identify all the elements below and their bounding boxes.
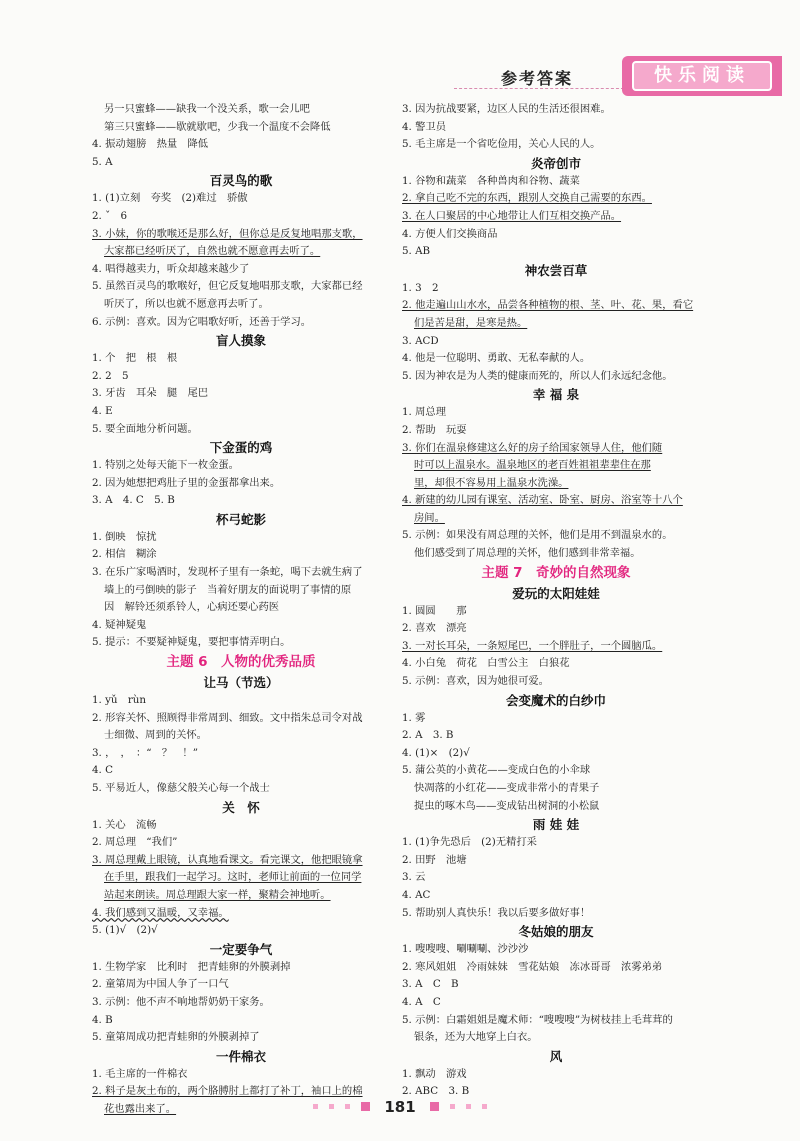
answer-column-right xyxy=(402,101,710,1101)
section-title: 雨 娃 娃 xyxy=(532,817,580,833)
answer-text: 快凋落的小红花——变成非常小的青果子 xyxy=(414,782,600,794)
answer-text: 4. 方便人们交换商品 xyxy=(402,227,498,240)
answer-line xyxy=(92,136,390,154)
answer-line xyxy=(402,101,710,119)
footer-dot xyxy=(361,1102,370,1111)
answer-text: 2. 他走遍山山水水，品尝各种植物的根、茎、叶、花、果，看它 xyxy=(402,299,694,312)
answer-line xyxy=(92,208,390,226)
answer-line xyxy=(402,798,710,816)
answer-text: 3. 示例：他不声不响地帮奶奶干家务。 xyxy=(92,995,270,1008)
answer-line xyxy=(402,834,710,852)
answer-line xyxy=(92,296,390,314)
answer-text: 5. 平易近人，像慈父般关心每一个战士 xyxy=(92,782,270,794)
answer-line xyxy=(92,634,390,652)
answer-line xyxy=(92,582,390,600)
section-title: 杯弓蛇影 xyxy=(215,511,266,527)
answer-text: 站起来朗读。周总理跟大家一样，聚精会神地听。 xyxy=(104,888,331,901)
answer-line xyxy=(402,333,710,351)
answer-line xyxy=(92,852,390,870)
answer-text: 3. 你们在温泉修建这么好的房子给国家领导人住，他们随 xyxy=(402,441,663,454)
answer-line xyxy=(402,545,710,563)
answer-text: 3. 周总理戴上眼镜，认真地看课文。看完课文，他把眼镜拿 xyxy=(92,853,363,866)
answer-text: 5. AB xyxy=(402,245,431,258)
answer-line xyxy=(402,527,710,545)
answer-line xyxy=(402,1066,710,1084)
section-title: 幸 福 泉 xyxy=(532,387,580,403)
answer-line xyxy=(402,173,710,191)
answer-text: 4. AC xyxy=(402,888,431,901)
theme-heading: 主题 6 人物的优秀品质 xyxy=(166,654,316,671)
answer-line xyxy=(402,638,710,656)
footer-dot xyxy=(466,1104,471,1109)
answer-line xyxy=(402,994,710,1012)
answer-text: 6. 示例：喜欢。因为它唱歌好听，还善于学习。 xyxy=(92,315,312,328)
answer-text: 1. 生物学家 比利时 把青蛙卵的外膜剥掉 xyxy=(92,960,291,973)
answer-text: 5. 因为神农是为人类的健康而死的，所以人们永远纪念他。 xyxy=(402,369,673,382)
answer-line xyxy=(402,510,710,528)
section-title: 关 怀 xyxy=(222,799,260,815)
theme-heading: 主题 7 奇妙的自然现象 xyxy=(481,564,631,581)
answer-text: 3. 在人口聚居的中心地带让人们互相交换产品。 xyxy=(402,209,622,222)
header-badge: 快乐阅读 xyxy=(632,61,772,91)
answer-text: 们是苦是甜，是寒是热。 xyxy=(414,316,528,329)
answer-text: 1. (1)争先恐后 (2)无精打采 xyxy=(402,836,537,849)
answer-line xyxy=(92,617,390,635)
answer-text: 5. 要全面地分析问题。 xyxy=(92,422,198,435)
answer-line xyxy=(402,243,710,261)
answer-text: 士细微、周到的关怀。 xyxy=(104,729,207,742)
answer-line xyxy=(92,780,390,798)
answer-text: 2. 形容关怀、照顾得非常周到、细致。文中指朱总司令对战 xyxy=(92,711,363,724)
answer-line xyxy=(92,959,390,977)
answer-text: 5. 示例：如果没有周总理的关怀，他们是用不到温泉水的。 xyxy=(402,529,673,542)
answer-text: 2. 拿自己吃不完的东西，跟别人交换自己需要的东西。 xyxy=(402,192,652,205)
section-title: 百灵鸟的歌 xyxy=(209,173,273,189)
answer-line xyxy=(92,817,390,835)
answer-line xyxy=(402,1012,710,1030)
answer-line xyxy=(92,546,390,564)
answer-line xyxy=(92,119,390,137)
answer-line xyxy=(402,297,710,315)
answer-line xyxy=(92,314,390,332)
answer-line xyxy=(402,710,710,728)
answer-text: 2. 帮助 玩耍 xyxy=(402,423,467,436)
answer-line xyxy=(92,762,390,780)
answer-line xyxy=(402,852,710,870)
answer-text: 花也露出来了。 xyxy=(104,1102,177,1115)
answer-text: 2. 寒风姐姐 冷雨妹妹 雪花姑娘 冻冰哥哥 浓雾弟弟 xyxy=(402,960,663,973)
answer-line xyxy=(92,101,390,119)
answer-text: 另一只蜜蜂——缺我一个没关系，歌一会儿吧 xyxy=(104,103,310,115)
answer-line xyxy=(402,887,710,905)
answer-line xyxy=(402,762,710,780)
answer-text: 1. 飘动 游戏 xyxy=(402,1067,467,1080)
answer-text: 3. 小妹，你的歌喉还是那么好，但你总是反复地唱那支歌， xyxy=(92,227,363,240)
answer-line xyxy=(92,1012,390,1030)
answer-line xyxy=(92,710,390,728)
answer-text: 1. 个 把 根 根 xyxy=(92,352,178,365)
answer-text: 因 解铃还须系铃人，心病还要心药医 xyxy=(104,601,280,614)
header-divider xyxy=(454,88,624,89)
answer-line xyxy=(402,745,710,763)
answer-line xyxy=(402,727,710,745)
answer-line xyxy=(92,261,390,279)
answer-text: 2. 田野 池塘 xyxy=(402,853,467,866)
answer-text: 2. 2 5 xyxy=(92,369,129,382)
answer-line xyxy=(92,727,390,745)
answer-line xyxy=(92,154,390,172)
answer-text: 捉虫的啄木鸟——变成钻出树洞的小松鼠 xyxy=(414,799,600,812)
answer-text: 2. 因为她想把鸡肚子里的金蛋都拿出来。 xyxy=(92,476,281,489)
section-title: 冬姑娘的朋友 xyxy=(518,924,594,940)
answer-line xyxy=(402,280,710,298)
answer-text: 2. A 3. B xyxy=(402,729,454,742)
answer-text: 4. 警卫员 xyxy=(402,120,446,133)
answer-text: 4. B xyxy=(92,1013,113,1026)
footer-dot xyxy=(329,1104,334,1109)
answer-text: 5. 提示：不要疑神疑鬼，要把事情弄明白。 xyxy=(92,636,291,649)
answer-line xyxy=(92,475,390,493)
answer-line xyxy=(92,243,390,261)
answer-line xyxy=(92,745,390,763)
answer-text: 5. 毛主席是一个省吃俭用，关心人民的人。 xyxy=(402,138,601,151)
section-title: 风 xyxy=(549,1048,563,1064)
answer-text: 听厌了，所以也就不愿意再去听了。 xyxy=(104,297,269,310)
answer-line xyxy=(92,976,390,994)
answer-text: 5. 童第周成功把青蛙卵的外膜剥掉了 xyxy=(92,1031,260,1044)
answer-line xyxy=(92,869,390,887)
answer-text: 5. (1)√ (2)√ xyxy=(92,924,158,937)
answer-text: 3. ACD xyxy=(402,334,439,347)
answer-text: 4. C xyxy=(92,764,113,777)
answer-text: 4. 小白兔 荷花 白雪公主 白狼花 xyxy=(402,657,570,670)
footer-dot xyxy=(345,1104,350,1109)
answer-text: 里，却很不容易用上温泉水洗澡。 xyxy=(414,476,569,489)
answer-line xyxy=(92,385,390,403)
answer-line xyxy=(402,673,710,691)
answer-text: 4. 疑神疑鬼 xyxy=(92,618,147,631)
answer-line xyxy=(402,136,710,154)
answer-text: 3. 牙齿 耳朵 腿 尾巴 xyxy=(92,387,209,400)
answer-text: 3. 因为抗战要紧，边区人民的生活还很困难。 xyxy=(402,103,611,115)
section-title: 爱玩的太阳娃娃 xyxy=(512,585,600,601)
answer-line xyxy=(402,475,710,493)
answer-text: 1. 毛主席的一件棉衣 xyxy=(92,1067,188,1080)
answer-text: 第三只蜜蜂——歇就歇吧，少我一个温度不会降低 xyxy=(104,120,331,133)
answer-line xyxy=(92,994,390,1012)
answer-line xyxy=(92,599,390,617)
answer-text: 2. ˇ 6 xyxy=(92,209,128,222)
footer-dot xyxy=(450,1104,455,1109)
answer-line xyxy=(402,959,710,977)
page-footer xyxy=(0,1096,800,1116)
answer-text: 5. 虽然百灵鸟的歌喉好，但它反复地唱那支歌，大家都已经 xyxy=(92,280,363,293)
answer-text: 2. 料子是灰土布的，两个胳膊肘上都打了补丁，袖口上的棉 xyxy=(92,1085,363,1098)
section-title: 盲人摸象 xyxy=(215,333,266,349)
footer-dot xyxy=(313,1104,318,1109)
answer-text: 4. A C xyxy=(402,995,441,1008)
answer-line xyxy=(92,403,390,421)
answer-line xyxy=(402,620,710,638)
answer-text: 4. 他是一位聪明、勇敢、无私奉献的人。 xyxy=(402,352,591,365)
answer-text: 1. 谷物和蔬菜 各种兽肉和谷物、蔬菜 xyxy=(402,174,580,187)
answer-text: 2. ABC 3. B xyxy=(402,1085,470,1098)
answer-line xyxy=(92,922,390,940)
answer-text: 1. 特别之处每天能下一枚金蛋。 xyxy=(92,459,239,472)
answer-line xyxy=(92,492,390,510)
answer-text: 3. 在乐广家喝酒时，发现杯子里有一条蛇，喝下去就生病了 xyxy=(92,566,363,579)
answer-text: 1. 周总理 xyxy=(402,406,446,419)
page-header-title: 参考答案 xyxy=(500,69,573,88)
page-number: 181 xyxy=(384,1097,416,1116)
answer-line xyxy=(92,368,390,386)
answer-line xyxy=(402,422,710,440)
answer-text: 5. 帮助别人真快乐！我以后要多做好事！ xyxy=(402,906,591,919)
answer-text: 墙上的弓倒映的影子 当着好朋友的面说明了事情的原 xyxy=(104,583,352,596)
answer-text: 2. 相信 糊涂 xyxy=(92,548,157,561)
answer-line xyxy=(402,226,710,244)
section-title: 会变魔术的白纱巾 xyxy=(505,692,606,708)
answer-text: 5. 蒲公英的小黄花——变成白色的小伞球 xyxy=(402,764,591,777)
answer-text: 4. 唱得越卖力，听众却越来越少了 xyxy=(92,262,250,275)
answer-text: 1. (1)立刻 夸奖 (2)难过 骄傲 xyxy=(92,192,248,205)
answer-line xyxy=(92,887,390,905)
answer-text: 大家都已经听厌了，自然也就不愿意再去听了。 xyxy=(104,245,321,258)
answer-text: 3. 云 xyxy=(402,871,426,884)
answer-text: 4. 振动翅膀 热量 降低 xyxy=(92,138,209,151)
section-title: 一件棉衣 xyxy=(215,1048,266,1064)
answer-text: 2. 童第周为中国人争了一口气 xyxy=(92,978,229,991)
answer-line xyxy=(402,655,710,673)
answer-text: 1. 关心 流畅 xyxy=(92,818,157,831)
answer-line xyxy=(92,421,390,439)
answer-line xyxy=(92,226,390,244)
answer-text: 1. 嗖嗖嗖、唰唰唰、沙沙沙 xyxy=(402,943,529,956)
answer-text: 4. 新建的幼儿园有课室、活动室、卧室、厨房、浴室等十八个 xyxy=(402,494,683,507)
answer-line xyxy=(402,368,710,386)
answer-text: 2. 周总理 “我们” xyxy=(92,836,178,849)
answer-line xyxy=(92,1029,390,1047)
answer-text: 5. A xyxy=(92,155,113,168)
answer-line xyxy=(402,190,710,208)
answer-text: 3. ， ， ：“ ？ ！” xyxy=(92,746,198,759)
answer-text: 5. 示例：喜欢，因为她很可爱。 xyxy=(402,675,549,688)
answer-line xyxy=(402,869,710,887)
answer-line xyxy=(92,350,390,368)
answer-text: 3. A 4. C 5. B xyxy=(92,494,175,507)
answer-line xyxy=(402,603,710,621)
answer-line xyxy=(402,976,710,994)
section-title: 炎帝创市 xyxy=(530,155,581,171)
answer-text: 银条，还为大地穿上白衣。 xyxy=(414,1031,538,1044)
answer-text: 他们感受到了周总理的关怀，他们感到非常幸福。 xyxy=(414,547,641,560)
answer-text: 4. E xyxy=(92,404,113,417)
answer-line xyxy=(92,564,390,582)
answer-line xyxy=(92,190,390,208)
answer-text: 房间。 xyxy=(414,511,445,524)
answer-line xyxy=(92,457,390,475)
section-title: 下金蛋的鸡 xyxy=(209,440,273,456)
answer-line xyxy=(92,278,390,296)
answer-text: 1. 3 2 xyxy=(402,281,439,294)
answer-text: 3. A C B xyxy=(402,978,459,991)
answer-text: 4. 我们感到又温暖，又幸福。 xyxy=(92,906,229,919)
answer-text: 3. 一对长耳朵，一条短尾巴，一个胖肚子，一个圆脑瓜。 xyxy=(402,639,663,652)
answer-line xyxy=(402,492,710,510)
answer-text: 1. yǔ rùn xyxy=(92,694,147,707)
answer-line xyxy=(402,404,710,422)
answer-line xyxy=(92,834,390,852)
answer-text: 2. 喜欢 漂亮 xyxy=(402,622,467,635)
section-title: 一定要争气 xyxy=(209,941,273,957)
answer-line xyxy=(402,208,710,226)
answer-line xyxy=(92,529,390,547)
answer-text: 时可以上温泉水。温泉地区的老百姓祖祖辈辈住在那 xyxy=(414,459,651,472)
footer-dot xyxy=(482,1104,487,1109)
answer-line xyxy=(402,457,710,475)
answer-text: 4. (1)× (2)√ xyxy=(402,746,470,759)
answer-text: 5. 示例：白霜姐姐是魔术师：“嗖嗖嗖”为树枝挂上毛茸茸的 xyxy=(402,1013,673,1026)
answer-text: 1. 圆圆 那 xyxy=(402,604,467,617)
answer-line xyxy=(92,905,390,923)
answer-line xyxy=(402,119,710,137)
answer-text: 1. 雾 xyxy=(402,711,426,724)
section-title: 让马（节选） xyxy=(203,675,279,691)
answer-line xyxy=(402,315,710,333)
footer-dot xyxy=(430,1102,439,1111)
answer-line xyxy=(402,780,710,798)
answer-line xyxy=(402,941,710,959)
answer-line xyxy=(402,905,710,923)
answer-line xyxy=(92,692,390,710)
answer-text: 在手里，跟我们一起学习。这时，老师让前面的一位同学 xyxy=(104,871,362,884)
answer-line xyxy=(402,440,710,458)
answer-line xyxy=(402,1029,710,1047)
answer-text: 1. 倒映 惊扰 xyxy=(92,530,157,543)
section-title: 神农尝百草 xyxy=(524,262,588,278)
answer-line xyxy=(92,1066,390,1084)
answer-line xyxy=(402,350,710,368)
answer-column-left xyxy=(92,101,390,1119)
